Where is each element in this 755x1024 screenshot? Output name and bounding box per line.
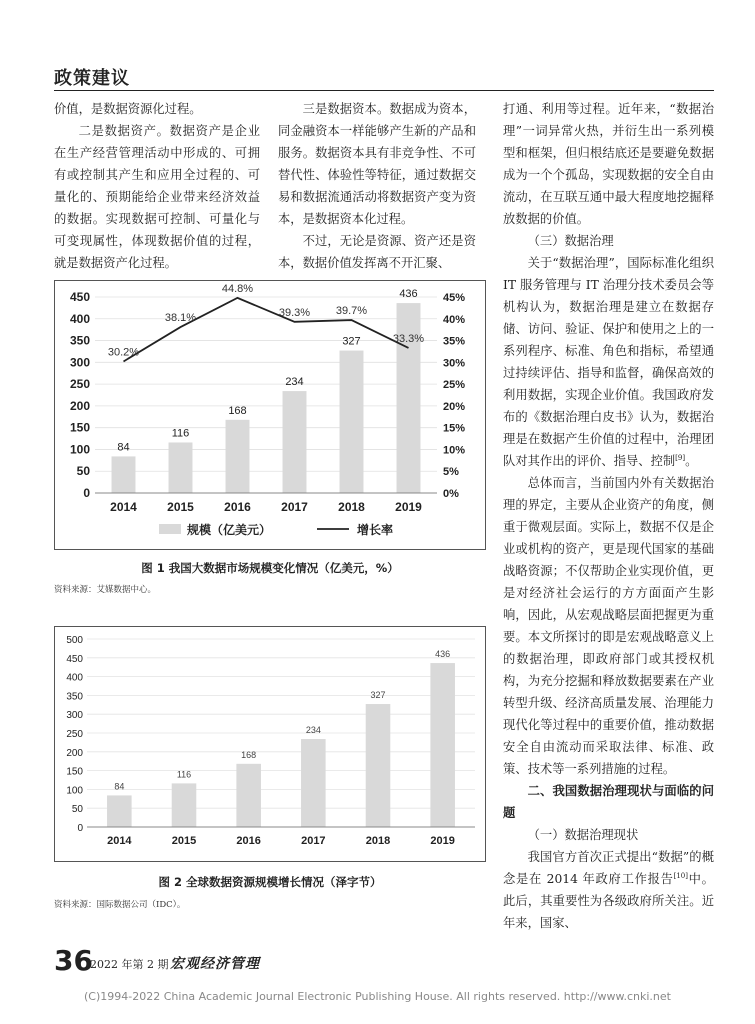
bar-value-label: 116 xyxy=(176,769,192,780)
x-tick-label: 2016 xyxy=(236,835,261,847)
y-tick-label: 400 xyxy=(69,311,90,326)
right-paragraph-2 xyxy=(503,252,714,472)
y-tick-label: 500 xyxy=(66,635,83,646)
bar-value-label: 168 xyxy=(241,749,257,760)
y-tick-label: 50 xyxy=(76,464,90,479)
bar-value-label: 84 xyxy=(117,441,130,454)
bar-value-label: 116 xyxy=(171,427,190,440)
left-paragraph-1: 价值，是数据资源化过程。 xyxy=(54,102,202,116)
bar xyxy=(397,303,421,493)
growth-rate-label: 39.3% xyxy=(278,306,311,319)
section-title: 政策建议 xyxy=(54,68,130,89)
bar-value-label: 234 xyxy=(305,725,321,736)
bar-value-label: 168 xyxy=(228,404,247,417)
growth-rate-label: 33.3% xyxy=(392,332,425,345)
legend-bar-label: 规模（亿美元） xyxy=(187,523,272,537)
bar-value-label: 327 xyxy=(370,690,386,701)
growth-rate-label: 30.2% xyxy=(107,346,140,359)
y-tick-label: 250 xyxy=(69,377,90,392)
y2-tick-label: 0% xyxy=(443,488,459,500)
x-tick-label: 2015 xyxy=(171,835,197,847)
x-tick-label: 2016 xyxy=(224,500,251,514)
left-column xyxy=(54,98,260,274)
y-tick-label: 300 xyxy=(69,355,90,370)
figure-1-source: 资料来源：艾媒数据中心。 xyxy=(54,585,157,595)
y2-tick-label: 5% xyxy=(443,466,459,479)
figure-2-svg xyxy=(55,627,485,861)
y-tick-label: 100 xyxy=(66,785,83,797)
y2-tick-label: 10% xyxy=(443,444,466,457)
bar xyxy=(169,442,193,493)
middle-paragraph-2: 不过，无论是资源、资产还是资本，数据价值发挥离不开汇聚、 xyxy=(278,234,476,270)
bar xyxy=(107,795,132,827)
y-tick-label: 400 xyxy=(66,672,83,684)
growth-rate-label: 39.7% xyxy=(335,305,368,318)
y-tick-label: 450 xyxy=(69,290,90,304)
x-tick-label: 2017 xyxy=(281,500,308,514)
y-tick-label: 200 xyxy=(66,747,83,759)
bar xyxy=(301,739,326,827)
figure-2-caption: 图 2 全球数据资源规模增长情况（泽字节） xyxy=(158,875,382,889)
right-paragraph-4-end: 中。此后，其重要性为各级政府所关注。近年来，国家、 xyxy=(503,872,714,930)
legend-line-label: 增长率 xyxy=(357,523,394,537)
copyright-notice: (C)1994-2022 China Academic Journal Electronic Publishing House. All rights reserved. http://www.cnki.net xyxy=(84,990,671,1003)
subheading-data-governance: （三）数据治理 xyxy=(527,234,614,248)
y-tick-label: 450 xyxy=(66,653,83,665)
x-tick-label: 2014 xyxy=(107,835,132,847)
y-tick-label: 100 xyxy=(69,442,90,457)
page-number: 36 xyxy=(54,944,93,977)
reference-10: [10] xyxy=(673,871,688,880)
y-tick-label: 350 xyxy=(66,691,83,703)
y2-tick-label: 45% xyxy=(443,292,466,304)
figure-1-chart xyxy=(54,280,486,550)
right-paragraph-3: 总体而言，当前国内外有关数据治理的界定，主要从企业资产的角度，侧重于微观层面。实际上，数据不仅是企业或机构的资产，更是现代国家的基础战略资源；不仅帮助企业实现价值，更是对经济社会运行的方方面面产生影响，因此，从宏观战略层面把握更为重要。本文所探讨的即是宏观战略意义上的数据治理，即政府部门或其授权机构，为充分挖掘和释放数据要素在产业转型升级、经济高质量发展、治理能力现代化等过程中的重要价值，推动数据安全自由流动而采取法律、标准、政策、技术等一系列措施的过程。 xyxy=(503,476,714,776)
y2-tick-label: 20% xyxy=(443,400,466,413)
figure-1-caption: 图 1 我国大数据市场规模变化情况（亿美元，%） xyxy=(141,561,399,575)
growth-rate-label: 44.8% xyxy=(221,282,254,295)
x-tick-label: 2018 xyxy=(365,835,391,847)
right-paragraph-2-text: 关于“数据治理”，国际标准化组织 IT 服务管理与 IT 治理分技术委员会等机构认为，数据治理是建立在数据存储、访问、验证、保护和使用之上的一系列程序、标准、角色和指标，希望通过持续评估、指导和监督，确保高效的利用数据，实现企业价值。我国政府发布的《数据治理白皮书》认为，数据治理是在数据产生价值的过程中，治理团队对其作出的评价、指导、控制 xyxy=(503,256,714,468)
y-tick-label: 50 xyxy=(71,804,83,816)
x-tick-label: 2019 xyxy=(395,500,422,514)
y-tick-label: 200 xyxy=(69,398,90,413)
y-tick-label: 250 xyxy=(66,729,83,740)
bar xyxy=(340,351,364,493)
middle-column xyxy=(278,98,476,274)
legend-bar-swatch xyxy=(159,524,181,534)
bar xyxy=(283,391,307,493)
y2-tick-label: 40% xyxy=(443,313,466,326)
section-heading-2: 二、我国数据治理现状与面临的问题 xyxy=(503,784,714,820)
y2-tick-label: 30% xyxy=(443,357,466,370)
x-tick-label: 2014 xyxy=(110,500,137,514)
bar xyxy=(430,663,455,827)
bar xyxy=(172,783,197,827)
y2-tick-label: 15% xyxy=(443,422,466,435)
right-paragraph-4 xyxy=(503,846,714,934)
issue-label: 2022 年第 2 期 xyxy=(90,958,169,971)
figure-1-svg xyxy=(55,281,485,549)
left-paragraph-2: 二是数据资产。数据资产是企业在生产经营管理活动中形成的、可拥有或控制其产生和应用全过程的、可量化的、预期能给企业带来经济效益的数据。实现数据可控制、可量化与可变现属性，体现数据价值的过程，就是数据资产化过程。 xyxy=(54,124,260,270)
subheading-status: （一）数据治理现状 xyxy=(527,828,639,842)
y-tick-label: 150 xyxy=(66,766,83,778)
figure-2-chart xyxy=(54,626,486,862)
y2-tick-label: 25% xyxy=(443,379,466,392)
y2-tick-label: 35% xyxy=(443,335,466,348)
bar xyxy=(226,420,250,493)
right-column xyxy=(503,98,714,934)
bar xyxy=(112,456,136,493)
x-tick-label: 2019 xyxy=(430,835,455,847)
y-tick-label: 150 xyxy=(69,420,90,435)
x-tick-label: 2015 xyxy=(167,500,194,514)
right-paragraph-2-end: 。 xyxy=(685,454,698,468)
journal-name: 宏观经济管理 xyxy=(170,956,260,972)
y-tick-label: 0 xyxy=(83,486,90,500)
right-paragraph-1: 打通、利用等过程。近年来，“数据治理”一词异常火热，并衍生出一系列模型和框架，但归根结底还是要避免数据成为一个个孤岛，实现数据的安全自由流动，在互联互通中最大程度地挖掘释放数据的价值。 xyxy=(503,102,714,226)
title-rule xyxy=(54,90,714,91)
bar-value-label: 234 xyxy=(285,376,304,389)
growth-rate-label: 38.1% xyxy=(164,312,197,325)
bar-value-label: 84 xyxy=(114,781,125,792)
bar xyxy=(366,704,391,827)
right-paragraph-4-text: 我国官方首次正式提出“数据”的概念是在 2014 年政府工作报告 xyxy=(503,850,714,886)
x-tick-label: 2018 xyxy=(338,500,365,514)
reference-9: [9] xyxy=(675,453,686,462)
y-tick-label: 350 xyxy=(69,333,90,348)
x-tick-label: 2017 xyxy=(301,835,326,847)
y-tick-label: 0 xyxy=(77,823,83,834)
figure-2-source: 资料来源：国际数据公司（IDC）。 xyxy=(54,900,186,910)
bar xyxy=(236,764,261,827)
bar-value-label: 436 xyxy=(399,288,418,301)
bar-value-label: 327 xyxy=(342,335,361,348)
middle-paragraph-1: 三是数据资本。数据成为资本，同金融资本一样能够产生新的产品和服务。数据资本具有非竞争性、不可替代性、体验性等特征，通过数据交易和数据流通活动将数据资产变为资本，是数据资本化过程。 xyxy=(278,102,476,226)
bar-value-label: 436 xyxy=(435,649,451,660)
y-tick-label: 300 xyxy=(66,710,83,722)
